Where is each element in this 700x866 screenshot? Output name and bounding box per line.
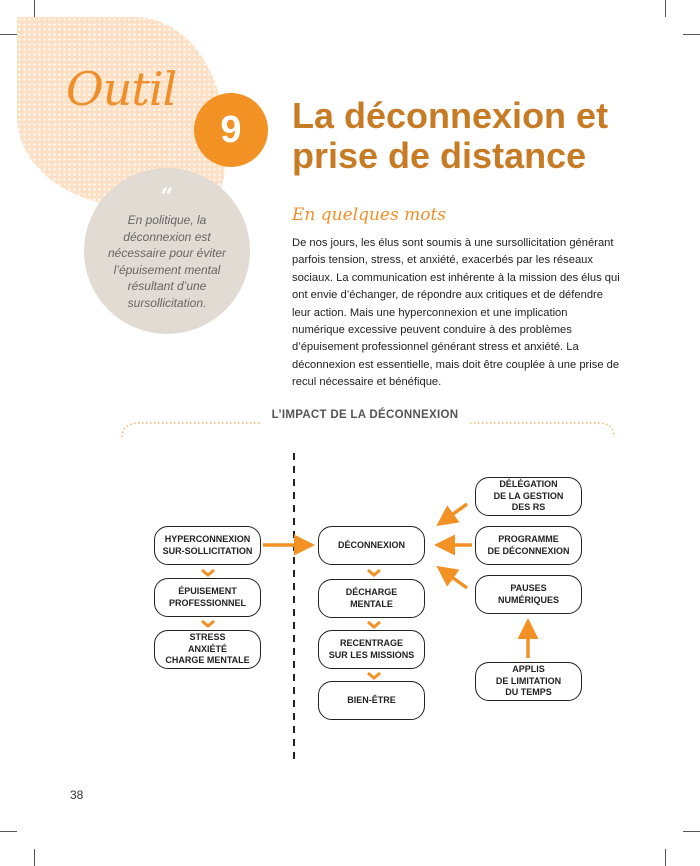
- tool-number-badge: 9: [194, 93, 268, 167]
- box-applis: [475, 662, 582, 701]
- box-label: PROGRAMME DE DÉCONNEXION: [487, 534, 570, 556]
- tool-label: Outil: [66, 62, 177, 116]
- chevron-icon: [368, 622, 380, 627]
- arrow: [442, 504, 467, 522]
- diagram-title: L’IMPACT DE LA DÉCONNEXION: [271, 409, 459, 421]
- box-pauses: [475, 575, 582, 614]
- box-label: DÉCHARGE MENTALE: [345, 587, 398, 609]
- bracket-line: [122, 423, 614, 437]
- box-epuisement: [154, 578, 261, 617]
- box-label: HYPERCONNEXION SUR-SOLLICITATION: [162, 534, 253, 556]
- box-stress: [154, 630, 261, 669]
- box-label: RECENTRAGE SUR LES MISSIONS: [328, 638, 415, 660]
- box-deconnexion: [318, 526, 425, 565]
- box-label: BIEN-ÊTRE: [347, 694, 396, 705]
- box-label: DÉCONNEXION: [337, 539, 405, 550]
- quote-mark-icon: “: [160, 184, 174, 210]
- quote-text: En politique, la déconnexion est nécessaire pour éviter l’épuisement mental résultant d’une sursollicitation.: [107, 213, 227, 310]
- box-label: STRESS ANXIÉTÉ CHARGE MENTALE: [165, 632, 250, 666]
- title-line: La déconnexion et: [292, 95, 609, 136]
- chevron-icon: [368, 673, 380, 678]
- box-label: ÉPUISEMENT PROFESSIONNEL: [168, 586, 246, 608]
- box-delegation: [475, 477, 582, 516]
- page-number: 38: [70, 788, 84, 802]
- chevron-icon: [202, 570, 214, 575]
- box-label: PAUSES NUMÉRIQUES: [497, 583, 559, 605]
- box-label: DÉLÉGATION DE LA GESTION DES RS: [493, 479, 564, 513]
- section-paragraph: De nos jours, les élus sont soumis à une sursollicitation générant parfois tension, stress, et anxiété, exacerbés par les réseaux sociaux. La communication est inhérente à la mission des élus qui ont envie d’échanger, de répondre aux critiques et de défendre leur action. Mais une hyperconnexion et une implication numérique excessive peuvent conduire à des problèmes d’épuisement professionnel générant stress et anxiété. La déconnexion est essentielle, mais doit être couplée à une prise de recul nécessaire et bénéfique.: [292, 237, 620, 389]
- title-line: prise de distance: [292, 135, 587, 176]
- box-bien-etre: [318, 681, 425, 720]
- box-hyperconnexion: [154, 526, 261, 565]
- box-programme: [475, 526, 582, 565]
- box-label: APPLIS DE LIMITATION DU TEMPS: [495, 664, 562, 698]
- arrow: [442, 570, 467, 588]
- box-decharge: [318, 579, 425, 618]
- chevron-icon: [202, 621, 214, 626]
- section-subtitle: En quelques mots: [292, 205, 447, 225]
- chevron-icon: [368, 570, 380, 575]
- box-recentrage: [318, 630, 425, 669]
